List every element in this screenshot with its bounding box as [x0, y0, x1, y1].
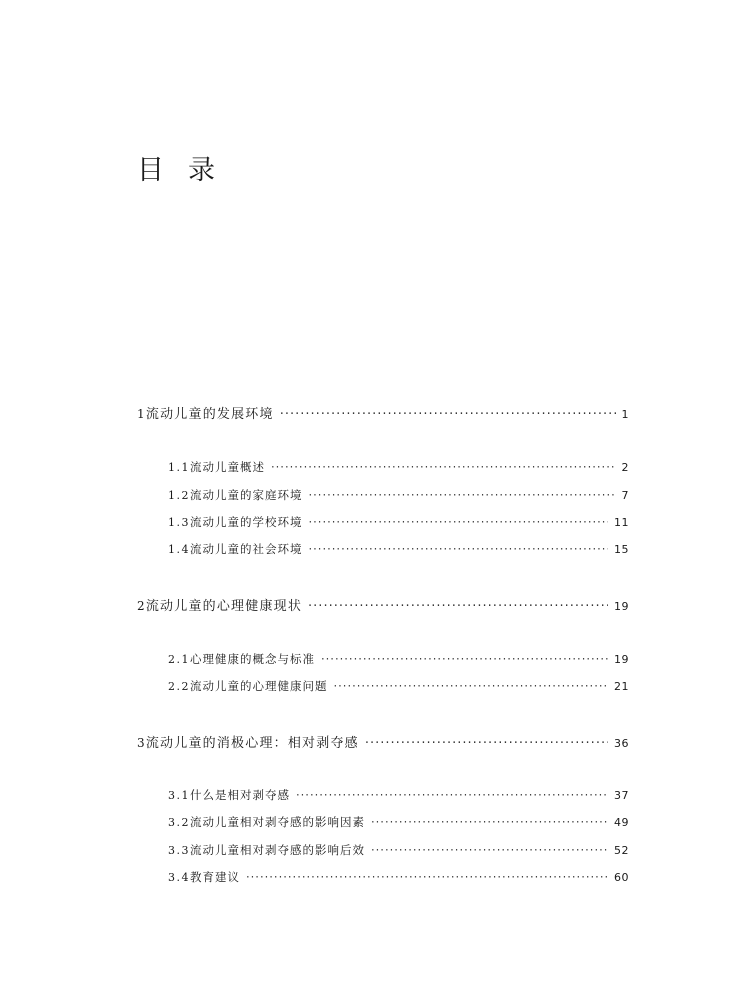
- toc-leader: [308, 599, 608, 614]
- toc-entry-number: 3.1: [168, 789, 190, 802]
- toc-entry-number: 2.1: [168, 653, 190, 666]
- toc-leader: [371, 843, 608, 857]
- title-char-1: 目: [137, 155, 164, 186]
- toc-entry-label: 什么是相对剥夺感: [190, 788, 290, 802]
- toc-entry-label: 流动儿童的社会环境: [190, 542, 303, 556]
- toc-entry-label: 教育建议: [190, 870, 240, 884]
- toc-entry-label: 流动儿童的心理健康问题: [190, 679, 328, 693]
- toc-entry-number: 1.2: [168, 489, 190, 502]
- toc-entry-label: 流动儿童的心理健康现状: [145, 599, 303, 614]
- toc-entry: [168, 814, 629, 830]
- toc-entry-page: 36: [614, 737, 629, 750]
- toc-entry-label: 心理健康的概念与标准: [190, 652, 315, 666]
- toc-entry-label: 流动儿童相对剥夺感的影响后效: [190, 843, 365, 857]
- toc-leader: [296, 788, 608, 802]
- toc-entry-number: 1.3: [168, 516, 190, 529]
- toc-entry-page: 7: [621, 489, 629, 502]
- toc-entry-label: 流动儿童的消极心理：相对剥夺感: [145, 736, 359, 751]
- toc-entry: [168, 678, 629, 694]
- toc-leader: [309, 542, 609, 556]
- toc-entry: [168, 459, 629, 475]
- toc-entry-page: 37: [614, 789, 629, 802]
- toc-entry-number: 3.2: [168, 816, 190, 829]
- toc-entry-number: 3.4: [168, 871, 190, 884]
- toc-entry-page: 21: [614, 680, 629, 693]
- toc-entry-number: 2.2: [168, 680, 190, 693]
- toc-entry-page: 2: [621, 461, 629, 474]
- toc-entry-number: 3: [137, 736, 146, 750]
- toc-entry: [137, 595, 629, 614]
- toc-entry: [168, 787, 629, 803]
- toc-entry-page: 1: [621, 408, 629, 421]
- toc-entry-label: 流动儿童相对剥夺感的影响因素: [190, 815, 365, 829]
- toc-leader: [334, 679, 609, 693]
- toc-entry-label: 流动儿童的发展环境: [145, 407, 274, 422]
- toc-entry-number: 2: [137, 599, 146, 613]
- toc-leader: [246, 870, 608, 884]
- toc-entry-label: 流动儿童的家庭环境: [190, 488, 303, 502]
- toc-leader: [271, 460, 616, 474]
- title-char-2: 录: [188, 155, 215, 186]
- toc-entry: [168, 487, 629, 503]
- toc-entry-page: 19: [614, 653, 629, 666]
- toc-entry: [137, 403, 629, 422]
- toc-entry-page: 19: [614, 600, 629, 613]
- toc-entry: [168, 842, 629, 858]
- toc-leader: [321, 652, 608, 666]
- toc-entry-label: 流动儿童概述: [190, 460, 265, 474]
- toc-entry-page: 52: [614, 844, 629, 857]
- toc-leader: [309, 515, 609, 529]
- toc-entry-page: 49: [614, 816, 629, 829]
- toc-entry-number: 1.1: [168, 461, 190, 474]
- toc-entry: [168, 651, 629, 667]
- toc-leader: [365, 736, 608, 751]
- toc-entry: [168, 541, 629, 557]
- toc-entry-label: 流动儿童的学校环境: [190, 515, 303, 529]
- toc-entry: [168, 869, 629, 885]
- toc-leader: [309, 488, 616, 502]
- toc-entry-page: 60: [614, 871, 629, 884]
- toc-entry-page: 15: [614, 543, 629, 556]
- toc-entry: [168, 514, 629, 530]
- toc-entry-page: 11: [614, 516, 629, 529]
- toc-entry-number: 1: [137, 407, 146, 421]
- toc-entry-number: 1.4: [168, 543, 190, 556]
- toc-leader: [371, 815, 608, 829]
- toc-leader: [280, 407, 616, 422]
- toc-entry-number: 3.3: [168, 844, 190, 857]
- toc-entry: [137, 732, 629, 751]
